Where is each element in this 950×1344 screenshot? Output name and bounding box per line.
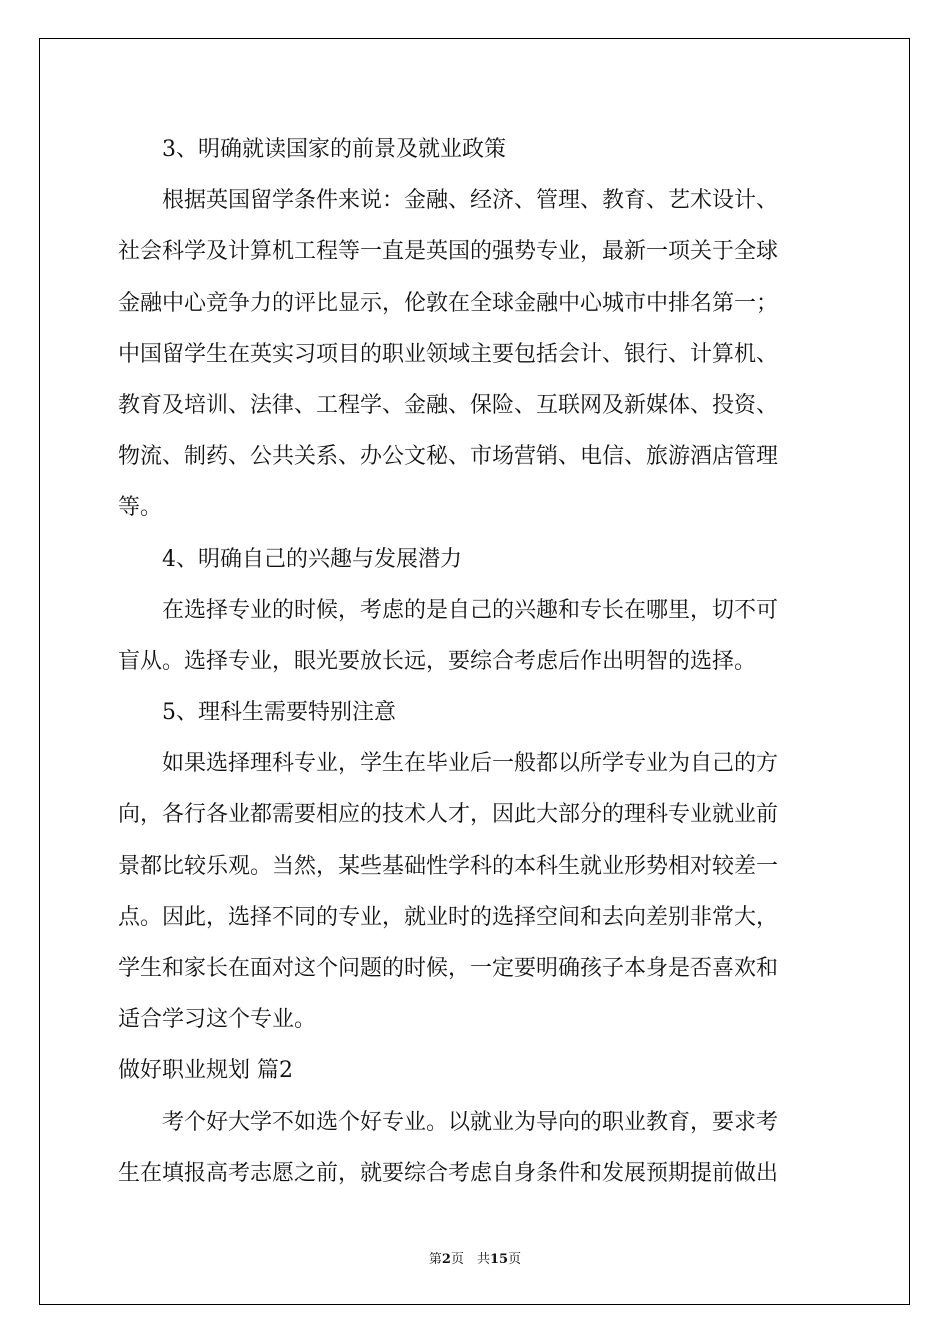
paragraph-line: 金融中心竞争力的评比显示，伦敦在全球金融中心城市中排名第一； [118,290,779,316]
footer-total-pages: 15 [489,1252,509,1267]
paragraph-line: 根据英国留学条件来说：金融、经济、管理、教育、艺术设计、 [162,188,779,214]
paragraph-line: 考个好大学不如选个好专业。以就业为导向的职业教育，要求考 [162,1109,779,1135]
footer-page-number: 2 [441,1252,451,1267]
section-heading: 4、明确自己的兴趣与发展潜力 [162,546,462,572]
paragraph-line: 盲从。选择专业，眼光要放长远，要综合考虑后作出明智的选择。 [118,648,757,674]
paragraph-line: 学生和家长在面对这个问题的时候，一定要明确孩子本身是否喜欢和 [118,956,779,981]
chapter-title: 做好职业规划 篇2 [118,1058,293,1084]
paragraph-line: 如果选择理科专业，学生在毕业后一般都以所学专业为自己的方 [162,751,779,777]
paragraph-line: 物流、制药、公共关系、办公文秘、市场营销、电信、旅游酒店管理 [118,444,779,470]
footer-prefix: 第 [428,1252,442,1267]
paragraph-line: 等。 [118,495,163,521]
paragraph-line: 生在填报高考志愿之前，就要综合考虑自身条件和发展预期提前做出 [118,1160,779,1186]
paragraph-line: 在选择专业的时候，考虑的是自己的兴趣和专长在哪里，切不可 [162,597,779,623]
paragraph-line: 社会科学及计算机工程等一直是英国的强势专业，最新一项关于全球 [118,239,779,265]
paragraph-line: 适合学习这个专业。 [118,1007,317,1033]
paragraph-line: 向，各行各业都需要相应的技术人才，因此大部分的理科专业就业前 [118,802,779,828]
paragraph-line: 点。因此，选择不同的专业，就业时的选择空间和去向差别非常大， [118,904,779,930]
page-footer [0,1248,950,1267]
paragraph-line: 中国留学生在英实习项目的职业领域主要包括会计、银行、计算机、 [118,341,779,367]
paragraph-line: 教育及培训、法律、工程学、金融、保险、互联网及新媒体、投资、 [118,392,779,418]
paragraph-line: 景都比较乐观。当然，某些基础性学科的本科生就业形势相对较差一 [118,853,779,879]
section-heading: 3、明确就读国家的前景及就业政策 [162,137,506,162]
document-body [118,130,834,1205]
footer-suffix: 页 [508,1252,522,1267]
footer-mid: 页 共 [450,1252,490,1267]
section-heading: 5、理科生需要特别注意 [162,700,396,726]
